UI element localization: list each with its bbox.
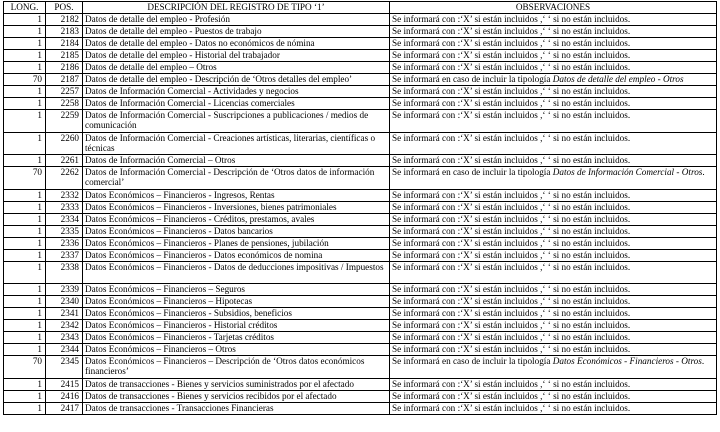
table-row xyxy=(4,378,717,390)
observation-text: Se informará con :‘X’ si están incluidos ,‘ ‘ si no están incluidos. xyxy=(392,308,631,318)
cell-pos: 2261 xyxy=(46,155,83,167)
cell-observations xyxy=(390,402,717,414)
observation-text: Se informará con :‘X’ si están incluidos ,‘ ‘ si no están incluidos. xyxy=(392,98,631,108)
cell-pos: 2183 xyxy=(46,26,83,38)
cell-pos: 2338 xyxy=(46,261,83,284)
cell-description: Datos de detalle del empleo - Descripción de ‘Otros detalles del empleo’ xyxy=(83,74,390,86)
header-description: DESCRIPCIÓN DEL REGISTRO DE TIPO ‘1’ xyxy=(83,2,390,14)
cell-description: Datos Económicos – Financieros - Ingresos, Rentas xyxy=(83,189,390,201)
table-row xyxy=(4,98,717,110)
table-row xyxy=(4,249,717,261)
cell-observations xyxy=(390,132,717,155)
cell-description: Datos de Información Comercial - Descripción de ‘Otros datos de información comercial’ xyxy=(83,167,390,190)
cell-description: Datos Económicos – Financieros - Datos económicos de nomina xyxy=(83,249,390,261)
cell-pos: 2335 xyxy=(46,225,83,237)
cell-long: 70 xyxy=(4,167,46,190)
cell-long: 1 xyxy=(4,344,46,356)
table-row xyxy=(4,50,717,62)
cell-pos: 2259 xyxy=(46,110,83,133)
cell-observations xyxy=(390,201,717,213)
observation-text: Se informará con :‘X’ si están incluidos ,‘ ‘ si no están incluidos. xyxy=(392,201,631,212)
cell-observations xyxy=(390,155,717,167)
cell-observations xyxy=(390,189,717,201)
cell-observations xyxy=(390,356,717,379)
cell-description: Datos Económicos – Financieros - Subsidios, beneficios xyxy=(83,308,390,320)
observation-text: Se informará con :‘X’ si están incluidos ,‘ ‘ si no están incluidos. xyxy=(392,390,631,401)
cell-long: 1 xyxy=(4,14,46,26)
cell-pos: 2334 xyxy=(46,213,83,225)
cell-description: Datos Económicos – Financieros - Historial créditos xyxy=(83,320,390,332)
cell-observations xyxy=(390,213,717,225)
cell-long: 1 xyxy=(4,237,46,249)
cell-observations xyxy=(390,390,717,402)
observation-text: Se informará con :‘X’ si están incluidos ,‘ ‘ si no están incluidos. xyxy=(392,155,631,165)
header-long: LONG. xyxy=(4,2,46,14)
cell-pos: 2260 xyxy=(46,132,83,155)
observation-typology: Datos de detalle del empleo - Otros xyxy=(552,74,684,84)
cell-pos: 2187 xyxy=(46,74,83,86)
observation-text: Se informará con :‘X’ si están incluidos ,‘ ‘ si no están incluidos. xyxy=(392,110,631,120)
cell-description: Datos Económicos – Financieros - Datos de deducciones impositivas / Impuestos xyxy=(83,261,390,284)
observation-text: Se informará con :‘X’ si están incluidos ,‘ ‘ si no están incluidos. xyxy=(392,249,631,260)
cell-observations xyxy=(390,225,717,237)
observation-text: Se informará con :‘X’ si están incluidos ,‘ ‘ si no están incluidos. xyxy=(392,344,631,354)
cell-observations xyxy=(390,38,717,50)
table-row xyxy=(4,74,717,86)
cell-pos: 2186 xyxy=(46,62,83,74)
table-row xyxy=(4,62,717,74)
cell-description: Datos de Información Comercial - Actividades y negocios xyxy=(83,86,390,98)
cell-pos: 2333 xyxy=(46,201,83,213)
cell-pos: 2185 xyxy=(46,50,83,62)
cell-pos: 2339 xyxy=(46,284,83,296)
observation-text: Se informará con :‘X’ si están incluidos ,‘ ‘ si no están incluidos. xyxy=(392,86,631,96)
cell-pos: 2343 xyxy=(46,332,83,344)
cell-long: 70 xyxy=(4,356,46,379)
cell-observations xyxy=(390,50,717,62)
cell-description: Datos de transacciones - Bienes y servicios suministrados por el afectado xyxy=(83,378,390,390)
cell-description: Datos de transacciones - Bienes y servicios recibidos por el afectado xyxy=(83,390,390,402)
table-row xyxy=(4,237,717,249)
cell-description: Datos de detalle del empleo - Datos no económicos de nómina xyxy=(83,38,390,50)
header-pos: POS. xyxy=(46,2,83,14)
cell-description: Datos de Información Comercial - Creaciones artísticas, literarias, científicas o técnicas xyxy=(83,132,390,155)
cell-pos: 2332 xyxy=(46,189,83,201)
table-row xyxy=(4,344,717,356)
table-row xyxy=(4,86,717,98)
cell-observations xyxy=(390,110,717,133)
observation-text: Se informará con :‘X’ si están incluidos ,‘ ‘ si no están incluidos. xyxy=(392,62,631,72)
cell-description: Datos de Información Comercial - Suscripciones a publicaciones / medios de comunicación xyxy=(83,110,390,133)
cell-description: Datos Económicos – Financieros - Créditos, prestamos, avales xyxy=(83,213,390,225)
cell-long: 1 xyxy=(4,26,46,38)
cell-pos: 2342 xyxy=(46,320,83,332)
cell-pos: 2340 xyxy=(46,296,83,308)
cell-pos: 2336 xyxy=(46,237,83,249)
cell-description: Datos Económicos – Financieros – Hipotecas xyxy=(83,296,390,308)
cell-observations xyxy=(390,74,717,86)
cell-long: 1 xyxy=(4,320,46,332)
cell-pos: 2417 xyxy=(46,402,83,414)
cell-long: 70 xyxy=(4,74,46,86)
cell-observations xyxy=(390,14,717,26)
cell-long: 1 xyxy=(4,308,46,320)
observation-end: . xyxy=(702,167,705,177)
cell-pos: 2182 xyxy=(46,14,83,26)
table-row xyxy=(4,167,717,190)
cell-observations xyxy=(390,332,717,344)
table-row xyxy=(4,402,717,414)
cell-long: 1 xyxy=(4,38,46,50)
cell-pos: 2258 xyxy=(46,98,83,110)
table-row xyxy=(4,201,717,213)
table-row xyxy=(4,155,717,167)
table-row xyxy=(4,110,717,133)
cell-observations xyxy=(390,344,717,356)
cell-long: 1 xyxy=(4,189,46,201)
cell-long: 1 xyxy=(4,98,46,110)
observation-text: Se informará con :‘X’ si están incluidos ,‘ ‘ si no están incluidos. xyxy=(392,50,631,60)
cell-long: 1 xyxy=(4,378,46,390)
cell-description: Datos Económicos – Financieros - Inversiones, bienes patrimoniales xyxy=(83,201,390,213)
table-row xyxy=(4,26,717,38)
cell-description: Datos de Información Comercial – Otros xyxy=(83,155,390,167)
observation-text: Se informará con :‘X’ si están incluidos ,‘ ‘ si no están incluidos. xyxy=(392,213,631,224)
cell-observations xyxy=(390,86,717,98)
cell-description: Datos Económicos – Financieros - Datos bancarios xyxy=(83,225,390,237)
cell-long: 1 xyxy=(4,62,46,74)
cell-observations xyxy=(390,249,717,261)
cell-observations xyxy=(390,261,717,284)
table-row xyxy=(4,356,717,379)
observation-end: . xyxy=(701,356,705,366)
cell-description: Datos de detalle del empleo - Profesión xyxy=(83,14,390,26)
cell-observations xyxy=(390,320,717,332)
cell-description: Datos Económicos – Financieros - Planes de pensiones, jubilación xyxy=(83,237,390,249)
observation-text: Se informará con :‘X’ si están incluidos ,‘ ‘ si no están incluidos. xyxy=(392,378,631,389)
cell-pos: 2416 xyxy=(46,390,83,402)
cell-long: 1 xyxy=(4,86,46,98)
cell-pos: 2344 xyxy=(46,344,83,356)
cell-description: Datos Económicos – Financieros – Seguros xyxy=(83,284,390,296)
cell-long: 1 xyxy=(4,110,46,133)
table-row xyxy=(4,308,717,320)
cell-observations xyxy=(390,237,717,249)
cell-observations xyxy=(390,378,717,390)
cell-long: 1 xyxy=(4,225,46,237)
table-header-row xyxy=(4,2,717,14)
table-row xyxy=(4,296,717,308)
table-row xyxy=(4,14,717,26)
observation-text: Se informará con :‘X’ si están incluidos ,‘ ‘ si no están incluidos. xyxy=(392,132,631,143)
table-row xyxy=(4,320,717,332)
cell-long: 1 xyxy=(4,390,46,402)
cell-observations xyxy=(390,308,717,320)
observation-text: Se informará con :‘X’ si están incluidos ,‘ ‘ si no están incluidos. xyxy=(392,296,631,306)
observation-text: Se informará con :‘X’ si están incluidos ,‘ ‘ si no están incluidos. xyxy=(392,402,631,413)
cell-description: Datos Económicos – Financieros - Tarjetas créditos xyxy=(83,332,390,344)
observation-text: Se informará con :‘X’ si están incluidos ,‘ ‘ si no están incluidos. xyxy=(392,261,631,272)
register-table-container xyxy=(3,1,716,415)
observation-text: Se informará con :‘X’ si están incluidos ,‘ ‘ si no están incluidos. xyxy=(392,320,631,330)
cell-long: 1 xyxy=(4,249,46,261)
table-row xyxy=(4,189,717,201)
cell-observations xyxy=(390,26,717,38)
cell-pos: 2415 xyxy=(46,378,83,390)
cell-long: 1 xyxy=(4,284,46,296)
observation-typology: Datos Económicos - Financieros - Otros xyxy=(552,356,702,366)
cell-description: Datos Económicos – Financieros – Otros xyxy=(83,344,390,356)
cell-long: 1 xyxy=(4,261,46,284)
cell-pos: 2262 xyxy=(46,167,83,190)
observation-text: Se informará con :‘X’ si están incluidos ,‘ ‘ si no están incluidos. xyxy=(392,26,631,36)
cell-long: 1 xyxy=(4,50,46,62)
observation-text: Se informará con :‘X’ si están incluidos ,‘ ‘ si no están incluidos. xyxy=(392,237,631,248)
observation-text: Se informará en caso de incluir la tipología xyxy=(392,167,553,177)
table-row xyxy=(4,390,717,402)
cell-pos: 2341 xyxy=(46,308,83,320)
cell-description: Datos de detalle del empleo - Historial del trabajador xyxy=(83,50,390,62)
table-row xyxy=(4,225,717,237)
cell-pos: 2257 xyxy=(46,86,83,98)
table-row xyxy=(4,38,717,50)
cell-observations xyxy=(390,167,717,190)
table-row xyxy=(4,261,717,284)
cell-description: Datos de Información Comercial - Licencias comerciales xyxy=(83,98,390,110)
observation-text: Se informará con :‘X’ si están incluidos ,‘ ‘ si no están incluidos. xyxy=(392,332,631,342)
cell-pos: 2337 xyxy=(46,249,83,261)
register-type-1-table xyxy=(3,1,717,415)
cell-observations xyxy=(390,62,717,74)
header-observations: OBSERVACIONES xyxy=(390,2,717,14)
observation-text: Se informará en caso de incluir la tipología xyxy=(392,74,553,84)
observation-text: Se informará con :‘X’ si están incluidos ,‘ ‘ si no están incluidos. xyxy=(392,225,631,236)
table-row xyxy=(4,284,717,296)
cell-observations xyxy=(390,284,717,296)
observation-text: Se informará con :‘X’ si están incluidos ,‘ ‘ si no están incluidos. xyxy=(392,14,631,24)
observation-text: Se informará con :‘X’ si están incluidos ,‘ ‘ si no están incluidos. xyxy=(392,189,631,200)
table-row xyxy=(4,132,717,155)
cell-long: 1 xyxy=(4,155,46,167)
observation-text: Se informará en caso de incluir la tipología xyxy=(392,356,553,366)
cell-long: 1 xyxy=(4,296,46,308)
table-row xyxy=(4,213,717,225)
cell-description: Datos de detalle del empleo - Puestos de trabajo xyxy=(83,26,390,38)
cell-description: Datos Económicos – Financieros – Descripción de ‘Otros datos económicos financieros’ xyxy=(83,356,390,379)
cell-description: Datos de detalle del empleo – Otros xyxy=(83,62,390,74)
cell-description: Datos de transacciones - Transacciones Financieras xyxy=(83,402,390,414)
cell-observations xyxy=(390,296,717,308)
cell-pos: 2345 xyxy=(46,356,83,379)
cell-long: 1 xyxy=(4,332,46,344)
observation-typology: Datos de Información Comercial - Otros xyxy=(552,167,703,177)
cell-long: 1 xyxy=(4,213,46,225)
table-body xyxy=(4,14,717,415)
observation-text: Se informará con :‘X’ si están incluidos ,‘ ‘ si no están incluidos. xyxy=(392,38,631,48)
cell-pos: 2184 xyxy=(46,38,83,50)
cell-observations xyxy=(390,98,717,110)
cell-long: 1 xyxy=(4,132,46,155)
cell-long: 1 xyxy=(4,201,46,213)
cell-long: 1 xyxy=(4,402,46,414)
observation-text: Se informará con :‘X’ si están incluidos ,‘ ‘ si no están incluidos. xyxy=(392,284,631,294)
table-row xyxy=(4,332,717,344)
